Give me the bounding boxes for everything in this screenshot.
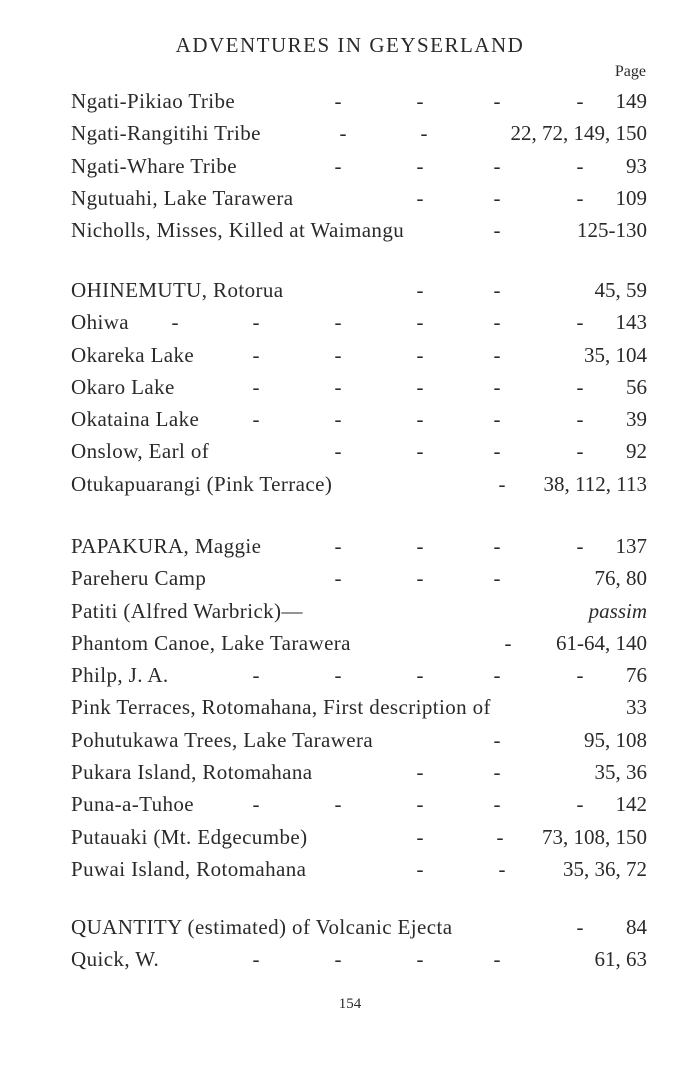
leader-dash: - (252, 663, 260, 688)
leader-dash: - (252, 342, 260, 367)
entry-name: Puwai Island, Rotomahana (71, 856, 307, 881)
leader-dash: - (334, 407, 342, 432)
leader-dash: - (496, 824, 504, 849)
entry-name: Phantom Canoe, Lake Tarawera (71, 630, 351, 655)
entry-pages: 56 (626, 374, 647, 399)
entry-pages: 125-130 (577, 218, 647, 243)
leader-dash: - (416, 856, 424, 881)
leader-dash: - (334, 342, 342, 367)
leader-dash: - (498, 856, 506, 881)
entry-name: Pink Terraces, Rotomahana, First description of (71, 695, 491, 720)
leader-dash: - (252, 792, 260, 817)
leader-dash: - (576, 153, 584, 178)
leader-dash: - (252, 374, 260, 399)
leader-dash: - (334, 947, 342, 972)
entry-name: Ngati-Whare Tribe (71, 153, 238, 178)
leader-dash: - (576, 310, 584, 335)
leader-dash: - (416, 342, 424, 367)
index-entry (71, 85, 647, 117)
leader-dash: - (498, 471, 506, 496)
entry-pages: 76, 80 (594, 566, 647, 591)
leader-dash: - (416, 824, 424, 849)
entry-pages: 137 (615, 534, 647, 558)
entry-pages: 61, 63 (594, 947, 647, 972)
entry-pages: 92 (626, 439, 647, 464)
index-entry (71, 339, 647, 371)
index-entry (71, 943, 647, 975)
leader-dash: - (416, 278, 424, 302)
index-entry (71, 403, 647, 435)
index-entry (71, 724, 647, 756)
entry-pages: 73, 108, 150 (542, 824, 647, 849)
entry-name: Nicholls, Misses, Killed at Waimangu (71, 218, 405, 243)
entry-name: Ngati-Pikiao Tribe (71, 89, 236, 113)
leader-dash: - (420, 121, 428, 146)
index-entry (71, 853, 647, 885)
leader-dash: - (416, 153, 424, 178)
leader-dash: - (493, 947, 501, 972)
leader-dash: - (576, 534, 584, 558)
entry-pages: 84 (626, 915, 647, 939)
leader-dash: - (416, 310, 424, 335)
index-entry (71, 595, 647, 627)
entry-pages: 149 (615, 89, 647, 113)
leader-dash: - (416, 566, 424, 591)
leader-dash: - (334, 663, 342, 688)
leader-dash: - (252, 310, 260, 335)
index-entry (71, 306, 647, 338)
leader-dash: - (576, 792, 584, 817)
leader-dash: - (493, 310, 501, 335)
page-number: 154 (338, 996, 362, 1012)
entry-pages: 35, 104 (584, 342, 647, 367)
entry-name: PAPAKURA, Maggie (71, 534, 262, 558)
entry-name: Patiti (Alfred Warbrick)— (71, 598, 303, 623)
entry-pages: 61-64, 140 (556, 630, 647, 655)
index-section (71, 274, 647, 500)
entry-pages: 142 (615, 792, 647, 817)
entry-name: Pareheru Camp (71, 566, 207, 591)
leader-dash: - (252, 947, 260, 972)
entry-pages: 76 (626, 663, 647, 688)
running-head: ADVENTURES IN GEYSERLAND (175, 33, 525, 57)
entry-name: OHINEMUTU, Rotorua (71, 278, 284, 302)
index-entry (71, 214, 647, 246)
entry-pages: passim (588, 598, 647, 623)
index-section (71, 530, 647, 885)
leader-dash: - (493, 342, 501, 367)
entry-pages: 93 (626, 153, 647, 178)
entry-pages: 38, 112, 113 (543, 471, 647, 496)
leader-dash: - (334, 566, 342, 591)
leader-dash: - (493, 407, 501, 432)
leader-dash: - (416, 89, 424, 113)
leader-dash: - (171, 310, 179, 335)
leader-dash: - (334, 534, 342, 558)
entry-name: Okataina Lake (71, 407, 200, 432)
entry-name: Ngati-Rangitihi Tribe (71, 121, 261, 146)
entry-name: Pukara Island, Rotomahana (71, 760, 313, 785)
index-entry (71, 562, 647, 594)
leader-dash: - (416, 947, 424, 972)
index-section (71, 911, 647, 976)
entry-name: Otukapuarangi (Pink Terrace) (71, 471, 333, 496)
entry-name: QUANTITY (estimated) of Volcanic Ejecta (71, 915, 453, 939)
entry-pages: 35, 36, 72 (563, 856, 647, 881)
leader-dash: - (334, 310, 342, 335)
entry-pages: 39 (626, 407, 647, 432)
leader-dash: - (493, 153, 501, 178)
entry-name: Ohiwa (71, 310, 129, 335)
leader-dash: - (334, 374, 342, 399)
leader-dash: - (334, 792, 342, 817)
entry-name: Putauaki (Mt. Edgecumbe) (71, 824, 308, 849)
entry-name: Ngutuahi, Lake Tarawera (71, 185, 294, 210)
index-entry (71, 691, 647, 723)
leader-dash: - (576, 407, 584, 432)
entry-name: Okareka Lake (71, 342, 195, 367)
leader-dash: - (416, 534, 424, 558)
entry-name: Okaro Lake (71, 374, 175, 399)
leader-dash: - (576, 374, 584, 399)
entry-name: Pohutukawa Trees, Lake Tarawera (71, 727, 374, 752)
entry-pages: 35, 36 (594, 760, 647, 785)
index-entry (71, 627, 647, 659)
leader-dash: - (416, 185, 424, 210)
leader-dash: - (493, 374, 501, 399)
index-entry (71, 468, 647, 500)
index-section (71, 85, 647, 246)
entry-pages: 33 (626, 695, 647, 720)
leader-dash: - (504, 630, 512, 655)
index-entry (71, 117, 647, 149)
leader-dash: - (416, 663, 424, 688)
leader-dash: - (493, 534, 501, 558)
leader-dash: - (576, 89, 584, 113)
leader-dash: - (493, 439, 501, 464)
leader-dash: - (493, 663, 501, 688)
leader-dash: - (576, 915, 584, 939)
index-entry (71, 756, 647, 788)
entry-name: Puna-a-Tuhoe (71, 792, 195, 817)
leader-dash: - (334, 153, 342, 178)
leader-dash: - (493, 792, 501, 817)
leader-dash: - (576, 185, 584, 210)
entry-pages: 22, 72, 149, 150 (510, 121, 647, 146)
leader-dash: - (416, 374, 424, 399)
leader-dash: - (493, 727, 501, 752)
leader-dash: - (493, 566, 501, 591)
leader-dash: - (416, 407, 424, 432)
index-entry (71, 371, 647, 403)
entry-name: Philp, J. A. (71, 663, 169, 688)
leader-dash: - (334, 439, 342, 464)
entry-name: Quick, W. (71, 947, 160, 972)
leader-dash: - (576, 663, 584, 688)
entry-name: Onslow, Earl of (71, 439, 210, 464)
index-entry (71, 659, 647, 691)
index-entry (71, 150, 647, 182)
leader-dash: - (576, 439, 584, 464)
index-entry (71, 435, 647, 467)
leader-dash: - (416, 439, 424, 464)
index-entry (71, 821, 647, 853)
leader-dash: - (493, 89, 501, 113)
index-entry (71, 530, 647, 562)
leader-dash: - (493, 185, 501, 210)
leader-dash: - (416, 792, 424, 817)
entry-pages: 45, 59 (594, 278, 647, 302)
index-entry (71, 788, 647, 820)
index-entry (71, 911, 647, 943)
index-entry (71, 182, 647, 214)
leader-dash: - (252, 407, 260, 432)
entry-pages: 95, 108 (584, 727, 647, 752)
index-entry (71, 274, 647, 306)
leader-dash: - (493, 278, 501, 302)
leader-dash: - (416, 760, 424, 785)
leader-dash: - (493, 218, 501, 243)
leader-dash: - (493, 760, 501, 785)
leader-dash: - (334, 89, 342, 113)
page-column-label: Page (614, 63, 646, 80)
entry-pages: 143 (615, 310, 647, 335)
entry-pages: 109 (615, 185, 647, 210)
leader-dash: - (339, 121, 347, 146)
